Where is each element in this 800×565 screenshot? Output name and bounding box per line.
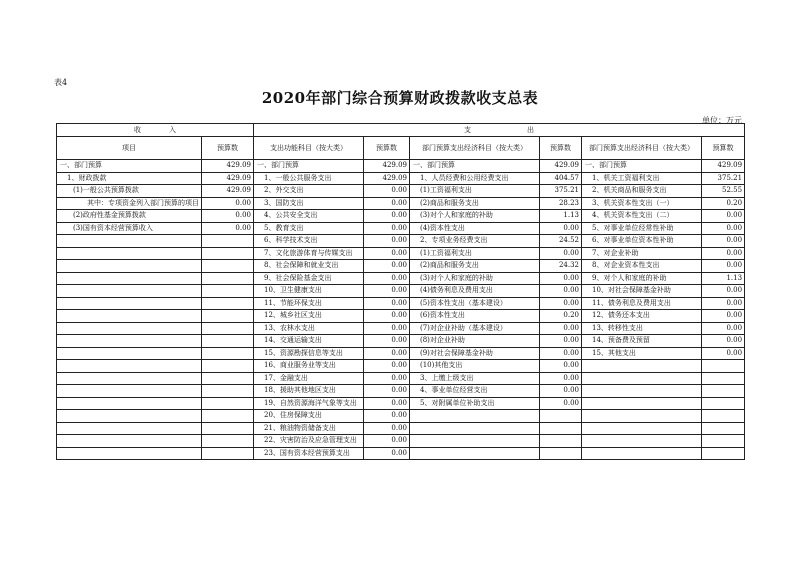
cell-economic-amount: 0.00 bbox=[540, 385, 582, 398]
cell-income-amount bbox=[202, 322, 254, 335]
table-row bbox=[57, 235, 745, 248]
cell-economic-amount: 0.00 bbox=[540, 297, 582, 310]
cell-function-item: 10、卫生健康支出 bbox=[254, 285, 364, 298]
table-row bbox=[57, 197, 745, 210]
cell-function-item: 23、国有资本经营预算支出 bbox=[254, 447, 364, 460]
cell-economic-item bbox=[410, 422, 540, 435]
cell-economic-item: 3、上缴上级支出 bbox=[410, 372, 540, 385]
cell-function-amount: 0.00 bbox=[364, 185, 410, 198]
cell-economic-amount: 0.00 bbox=[540, 372, 582, 385]
cell-income-amount bbox=[202, 360, 254, 373]
cell-dept-economic-amount bbox=[702, 397, 745, 410]
cell-function-amount: 0.00 bbox=[364, 247, 410, 260]
cell-dept-economic-amount bbox=[702, 410, 745, 423]
cell-dept-economic-amount: 375.21 bbox=[702, 172, 745, 185]
cell-income-item bbox=[57, 260, 202, 273]
cell-dept-economic-amount: 0.00 bbox=[702, 285, 745, 298]
cell-economic-amount bbox=[540, 422, 582, 435]
table-row bbox=[57, 310, 745, 323]
cell-dept-economic-item bbox=[582, 410, 702, 423]
cell-income-amount bbox=[202, 422, 254, 435]
cell-economic-amount: 0.00 bbox=[540, 335, 582, 348]
cell-income-item bbox=[57, 322, 202, 335]
cell-income-amount bbox=[202, 272, 254, 285]
budget-table bbox=[56, 123, 745, 460]
cell-dept-economic-item bbox=[582, 422, 702, 435]
cell-economic-item: (4)资本性支出 bbox=[410, 222, 540, 235]
table-row bbox=[57, 297, 745, 310]
cell-function-amount: 0.00 bbox=[364, 435, 410, 448]
cell-function-item: 8、社会保障和就业支出 bbox=[254, 260, 364, 273]
cell-economic-item: (2)商品和服务支出 bbox=[410, 197, 540, 210]
cell-dept-economic-item: 14、预备费及预留 bbox=[582, 335, 702, 348]
cell-dept-economic-amount: 0.00 bbox=[702, 222, 745, 235]
cell-economic-item: 一、部门预算 bbox=[410, 160, 540, 173]
cell-function-amount: 429.09 bbox=[364, 172, 410, 185]
cell-income-amount bbox=[202, 297, 254, 310]
table-row bbox=[57, 260, 745, 273]
cell-dept-economic-amount bbox=[702, 422, 745, 435]
cell-function-amount: 0.00 bbox=[364, 347, 410, 360]
cell-dept-economic-item: 7、对企业补助 bbox=[582, 247, 702, 260]
cell-economic-item bbox=[410, 410, 540, 423]
table-row bbox=[57, 185, 745, 198]
cell-income-amount bbox=[202, 285, 254, 298]
cell-dept-economic-amount: 52.55 bbox=[702, 185, 745, 198]
cell-function-amount: 0.00 bbox=[364, 335, 410, 348]
col-header-economic-amount: 预算数 bbox=[540, 137, 582, 160]
cell-income-item bbox=[57, 372, 202, 385]
cell-income-amount: 0.00 bbox=[202, 210, 254, 223]
cell-function-item: 1、一般公共服务支出 bbox=[254, 172, 364, 185]
cell-economic-amount bbox=[540, 410, 582, 423]
table-row bbox=[57, 322, 745, 335]
cell-function-item: 15、资源勘探信息等支出 bbox=[254, 347, 364, 360]
cell-dept-economic-amount bbox=[702, 435, 745, 448]
cell-economic-item: (9)对社会保障基金补助 bbox=[410, 347, 540, 360]
cell-economic-amount: 404.57 bbox=[540, 172, 582, 185]
cell-income-item: 1、财政拨款 bbox=[57, 172, 202, 185]
col-header-function-item: 支出功能科目（按大类） bbox=[254, 137, 364, 160]
cell-function-item: 20、住房保障支出 bbox=[254, 410, 364, 423]
table-row bbox=[57, 385, 745, 398]
cell-economic-amount: 24.32 bbox=[540, 260, 582, 273]
cell-income-item bbox=[57, 397, 202, 410]
cell-economic-amount: 0.00 bbox=[540, 272, 582, 285]
cell-income-amount bbox=[202, 310, 254, 323]
table-row bbox=[57, 222, 745, 235]
cell-function-item: 17、金融支出 bbox=[254, 372, 364, 385]
cell-function-item: 19、自然资源海洋气象等支出 bbox=[254, 397, 364, 410]
cell-income-item bbox=[57, 422, 202, 435]
cell-dept-economic-amount bbox=[702, 360, 745, 373]
cell-function-item: 7、文化旅游体育与传媒支出 bbox=[254, 247, 364, 260]
table-row bbox=[57, 435, 745, 448]
cell-dept-economic-amount: 429.09 bbox=[702, 160, 745, 173]
table-row bbox=[57, 272, 745, 285]
table-row bbox=[57, 285, 745, 298]
cell-function-amount: 0.00 bbox=[364, 322, 410, 335]
cell-income-amount: 0.00 bbox=[202, 197, 254, 210]
cell-economic-amount: 0.00 bbox=[540, 360, 582, 373]
cell-function-amount: 0.00 bbox=[364, 422, 410, 435]
cell-function-item: 13、农林水支出 bbox=[254, 322, 364, 335]
table-number-note: 表4 bbox=[54, 78, 68, 87]
cell-function-amount: 0.00 bbox=[364, 210, 410, 223]
cell-economic-item: 1、人员经费和公用经费支出 bbox=[410, 172, 540, 185]
cell-dept-economic-item bbox=[582, 372, 702, 385]
cell-dept-economic-item bbox=[582, 447, 702, 460]
cell-income-amount bbox=[202, 410, 254, 423]
cell-income-item bbox=[57, 235, 202, 248]
table-row bbox=[57, 397, 745, 410]
cell-economic-item bbox=[410, 447, 540, 460]
cell-economic-item: 5、对附属单位补助支出 bbox=[410, 397, 540, 410]
cell-income-amount bbox=[202, 347, 254, 360]
cell-function-amount: 0.00 bbox=[364, 410, 410, 423]
cell-income-item bbox=[57, 285, 202, 298]
cell-dept-economic-amount: 0.00 bbox=[702, 335, 745, 348]
cell-dept-economic-item bbox=[582, 385, 702, 398]
cell-economic-item: (1)工资福利支出 bbox=[410, 247, 540, 260]
cell-income-amount bbox=[202, 235, 254, 248]
cell-dept-economic-item: 5、对事业单位经常性补助 bbox=[582, 222, 702, 235]
income-header: 收 入 bbox=[57, 124, 254, 137]
cell-function-amount: 0.00 bbox=[364, 272, 410, 285]
cell-economic-item: (7)对企业补助（基本建设） bbox=[410, 322, 540, 335]
table-row bbox=[57, 447, 745, 460]
cell-income-item bbox=[57, 310, 202, 323]
header-row-group bbox=[57, 124, 745, 137]
cell-function-item: 11、节能环保支出 bbox=[254, 297, 364, 310]
col-header-economic-item: 部门预算支出经济科目（按大类） bbox=[410, 137, 540, 160]
cell-function-item: 14、交通运输支出 bbox=[254, 335, 364, 348]
cell-income-item bbox=[57, 410, 202, 423]
expense-header: 支 出 bbox=[254, 124, 745, 137]
cell-dept-economic-item: 6、对事业单位资本性补助 bbox=[582, 235, 702, 248]
col-header-dept-economic-item: 部门预算支出经济科目（按大类） bbox=[582, 137, 702, 160]
cell-function-item: 9、社会保险基金支出 bbox=[254, 272, 364, 285]
cell-income-item: (1)一般公共预算拨款 bbox=[57, 185, 202, 198]
cell-dept-economic-item bbox=[582, 397, 702, 410]
cell-economic-amount: 429.09 bbox=[540, 160, 582, 173]
cell-function-amount: 0.00 bbox=[364, 297, 410, 310]
cell-income-amount: 0.00 bbox=[202, 222, 254, 235]
cell-function-amount: 429.09 bbox=[364, 160, 410, 173]
cell-function-item: 6、科学技术支出 bbox=[254, 235, 364, 248]
cell-function-amount: 0.00 bbox=[364, 285, 410, 298]
cell-economic-item: (3)对个人和家庭的补助 bbox=[410, 272, 540, 285]
cell-economic-amount: 0.00 bbox=[540, 247, 582, 260]
table-row bbox=[57, 172, 745, 185]
table-row bbox=[57, 160, 745, 173]
cell-function-amount: 0.00 bbox=[364, 222, 410, 235]
cell-economic-amount: 375.21 bbox=[540, 185, 582, 198]
cell-dept-economic-amount: 0.00 bbox=[702, 235, 745, 248]
cell-dept-economic-item: 4、机关资本性支出（二） bbox=[582, 210, 702, 223]
cell-dept-economic-amount: 0.00 bbox=[702, 247, 745, 260]
table-row bbox=[57, 335, 745, 348]
cell-economic-item: 2、专项业务经费支出 bbox=[410, 235, 540, 248]
cell-economic-amount: 0.00 bbox=[540, 285, 582, 298]
cell-economic-item: (8)对企业补助 bbox=[410, 335, 540, 348]
cell-dept-economic-item: 一、部门预算 bbox=[582, 160, 702, 173]
cell-economic-item: (10)其他支出 bbox=[410, 360, 540, 373]
cell-economic-item: (4)债务利息及费用支出 bbox=[410, 285, 540, 298]
cell-function-item: 12、城乡社区支出 bbox=[254, 310, 364, 323]
cell-income-item: 其中：专项资金列入部门预算的项目 bbox=[57, 197, 202, 210]
cell-income-item bbox=[57, 247, 202, 260]
cell-income-amount bbox=[202, 397, 254, 410]
cell-dept-economic-item: 3、机关资本性支出（一） bbox=[582, 197, 702, 210]
cell-dept-economic-amount: 0.00 bbox=[702, 310, 745, 323]
table-row bbox=[57, 247, 745, 260]
cell-economic-item: (1)工资福利支出 bbox=[410, 185, 540, 198]
cell-income-item bbox=[57, 335, 202, 348]
cell-function-item: 5、教育支出 bbox=[254, 222, 364, 235]
cell-function-item: 16、商业服务业等支出 bbox=[254, 360, 364, 373]
cell-income-item bbox=[57, 385, 202, 398]
cell-economic-amount: 0.00 bbox=[540, 222, 582, 235]
cell-income-item bbox=[57, 447, 202, 460]
cell-function-amount: 0.00 bbox=[364, 310, 410, 323]
cell-economic-item: (6)资本性支出 bbox=[410, 310, 540, 323]
cell-income-item: 一、部门预算 bbox=[57, 160, 202, 173]
cell-function-item: 2、外交支出 bbox=[254, 185, 364, 198]
cell-income-amount bbox=[202, 335, 254, 348]
cell-income-item bbox=[57, 435, 202, 448]
cell-function-item: 一、部门预算 bbox=[254, 160, 364, 173]
page-title: 2020年部门综合预算财政拨款收支总表 bbox=[261, 89, 539, 107]
cell-function-amount: 0.00 bbox=[364, 197, 410, 210]
cell-income-item: (2)政府性基金预算拨款 bbox=[57, 210, 202, 223]
table-row bbox=[57, 347, 745, 360]
cell-dept-economic-amount: 0.00 bbox=[702, 210, 745, 223]
cell-income-amount bbox=[202, 247, 254, 260]
cell-dept-economic-item: 15、其他支出 bbox=[582, 347, 702, 360]
cell-economic-amount: 1.13 bbox=[540, 210, 582, 223]
table-row bbox=[57, 210, 745, 223]
cell-dept-economic-amount bbox=[702, 447, 745, 460]
cell-dept-economic-item: 10、对社会保障基金补助 bbox=[582, 285, 702, 298]
cell-economic-amount: 0.20 bbox=[540, 310, 582, 323]
table-row bbox=[57, 410, 745, 423]
table-row bbox=[57, 372, 745, 385]
cell-dept-economic-amount: 1.13 bbox=[702, 272, 745, 285]
cell-income-amount bbox=[202, 260, 254, 273]
cell-income-item bbox=[57, 347, 202, 360]
cell-economic-item bbox=[410, 435, 540, 448]
table-row bbox=[57, 360, 745, 373]
cell-income-amount: 429.09 bbox=[202, 185, 254, 198]
cell-economic-amount: 0.00 bbox=[540, 322, 582, 335]
cell-income-item: (3)国有资本经营预算收入 bbox=[57, 222, 202, 235]
col-header-dept-economic-amount: 预算数 bbox=[702, 137, 745, 160]
cell-dept-economic-amount bbox=[702, 372, 745, 385]
unit-label: 单位：万元 bbox=[702, 116, 742, 125]
cell-function-item: 21、粮油物资储备支出 bbox=[254, 422, 364, 435]
cell-function-item: 22、灾害防治及应急管理支出 bbox=[254, 435, 364, 448]
cell-economic-amount: 28.23 bbox=[540, 197, 582, 210]
cell-function-item: 3、国防支出 bbox=[254, 197, 364, 210]
cell-dept-economic-amount bbox=[702, 385, 745, 398]
cell-income-amount bbox=[202, 372, 254, 385]
cell-economic-amount bbox=[540, 447, 582, 460]
cell-economic-amount: 0.00 bbox=[540, 347, 582, 360]
header-row-columns bbox=[57, 137, 745, 160]
cell-dept-economic-item: 9、对个人和家庭的补助 bbox=[582, 272, 702, 285]
cell-economic-item: (3)对个人和家庭的补助 bbox=[410, 210, 540, 223]
col-header-income-amount: 预算数 bbox=[202, 137, 254, 160]
cell-income-item bbox=[57, 360, 202, 373]
cell-dept-economic-amount: 0.00 bbox=[702, 347, 745, 360]
cell-function-item: 4、公共安全支出 bbox=[254, 210, 364, 223]
cell-dept-economic-item: 1、机关工资福利支出 bbox=[582, 172, 702, 185]
cell-function-amount: 0.00 bbox=[364, 360, 410, 373]
cell-function-amount: 0.00 bbox=[364, 397, 410, 410]
cell-dept-economic-item bbox=[582, 435, 702, 448]
cell-dept-economic-item bbox=[582, 360, 702, 373]
cell-income-amount bbox=[202, 447, 254, 460]
cell-income-item bbox=[57, 297, 202, 310]
cell-function-item: 18、援助其他地区支出 bbox=[254, 385, 364, 398]
cell-dept-economic-item: 11、债务利息及费用支出 bbox=[582, 297, 702, 310]
cell-dept-economic-item: 2、机关商品和服务支出 bbox=[582, 185, 702, 198]
col-header-income-item: 项目 bbox=[57, 137, 202, 160]
cell-dept-economic-amount: 0.00 bbox=[702, 322, 745, 335]
cell-function-amount: 0.00 bbox=[364, 447, 410, 460]
cell-function-amount: 0.00 bbox=[364, 235, 410, 248]
cell-economic-amount: 0.00 bbox=[540, 397, 582, 410]
cell-income-amount bbox=[202, 385, 254, 398]
cell-dept-economic-item: 8、对企业资本性支出 bbox=[582, 260, 702, 273]
cell-economic-item: 4、事业单位经营支出 bbox=[410, 385, 540, 398]
cell-economic-item: (2)商品和服务支出 bbox=[410, 260, 540, 273]
table-row bbox=[57, 422, 745, 435]
cell-dept-economic-item: 13、转移性支出 bbox=[582, 322, 702, 335]
cell-economic-amount: 24.52 bbox=[540, 235, 582, 248]
cell-income-amount bbox=[202, 435, 254, 448]
cell-economic-amount bbox=[540, 435, 582, 448]
cell-income-amount: 429.09 bbox=[202, 172, 254, 185]
cell-function-amount: 0.00 bbox=[364, 260, 410, 273]
cell-dept-economic-item: 12、债务还本支出 bbox=[582, 310, 702, 323]
cell-income-amount: 429.09 bbox=[202, 160, 254, 173]
cell-dept-economic-amount: 0.00 bbox=[702, 260, 745, 273]
cell-dept-economic-amount: 0.00 bbox=[702, 297, 745, 310]
cell-function-amount: 0.00 bbox=[364, 372, 410, 385]
col-header-function-amount: 预算数 bbox=[364, 137, 410, 160]
cell-economic-item: (5)资本性支出（基本建设） bbox=[410, 297, 540, 310]
cell-dept-economic-amount: 0.20 bbox=[702, 197, 745, 210]
cell-income-item bbox=[57, 272, 202, 285]
cell-function-amount: 0.00 bbox=[364, 385, 410, 398]
